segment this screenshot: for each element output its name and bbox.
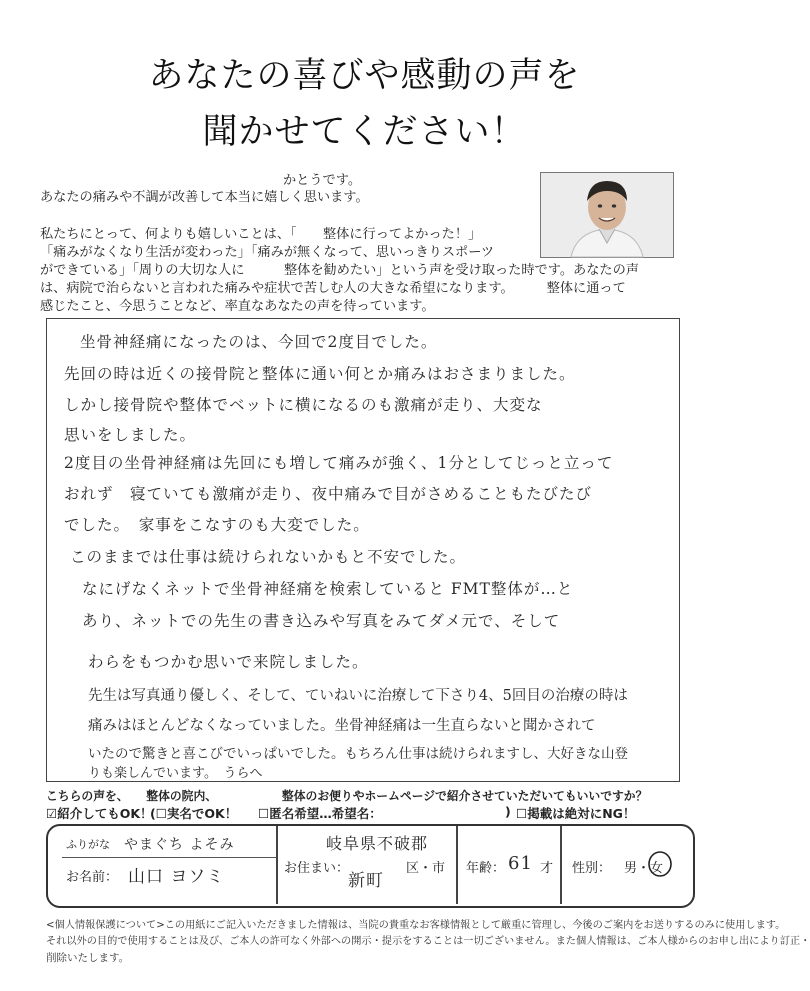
address-unit-label: 区・市 [406, 861, 446, 876]
testimony-line-7: でした。 家事をこなすのも大変でした。 [64, 516, 370, 534]
testimony-line-13: 痛みはほとんどなくなっていました。坐骨神経痛は一生直らないと聞かされて [88, 718, 596, 734]
address-town-value[interactable]: 新町 [348, 871, 384, 891]
gender-selected-circle-icon [647, 850, 673, 878]
testimony-line-8: このままでは仕事は続けられないかもと不安でした。 [70, 548, 467, 566]
divider-address-age [456, 826, 458, 904]
intro-line-3: 「痛みがなくなり生活が変わった」「痛みが無くなって、思いっきりスポーツ [40, 245, 495, 260]
intro-line-5: は、病院で治らないと言われた痛みや症状で苦しむ人の大きな希望になります。 整体に通って [40, 281, 626, 296]
testimony-line-9: なにげなくネットで坐骨神経痛を検索していると FMT整体が…と [82, 580, 574, 598]
testimony-line-14: いたので驚きと喜こびでいっぱいでした。もちろん仕事は続けられますし、大好きな山登 [88, 746, 628, 762]
consent-option-ok[interactable]: ☑紹介してもOK！ [46, 806, 153, 821]
intro-line-2: 私たちにとって、何よりも嬉しいことは、「 整体に行ってよかった！」 [40, 227, 482, 242]
testimony-line-1: 坐骨神経痛になったのは、今回で2度目でした。 [80, 333, 438, 351]
testimony-line-12: 先生は写真通り優しく、そして、ていねいに治療して下さり4、5回目の治療の時は [88, 688, 628, 704]
divider-name-address [276, 826, 278, 904]
testimony-line-15: りも楽しんでいます。 うらへ [88, 766, 263, 781]
name-value[interactable]: 山口 ヨソミ [128, 867, 225, 887]
intro-line-6: 感じたこと、今思うことなど、率直なあなたの声を待っています。 [40, 299, 435, 314]
privacy-notice-line-3: 削除いたします。 [46, 952, 130, 964]
testimony-line-11: わらをもつかむ思いで来院しました。 [88, 653, 369, 671]
testimony-line-10: あり、ネットでの先生の書き込みや写真をみてダメ元で、そして [82, 612, 561, 630]
address-label: お住まい： [284, 861, 350, 876]
furigana-value[interactable]: やまぐち よそみ [124, 837, 235, 853]
consent-option-anonymous[interactable]: ☐匿名希望…希望名： [258, 806, 382, 821]
staff-portrait-icon [541, 173, 673, 257]
age-value[interactable]: 61 [508, 853, 533, 874]
age-label: 年齢： [466, 861, 506, 876]
testimony-line-3: しかし接骨院や整体でベットに横になるのも激痛が走り、大変な [64, 396, 543, 414]
divider-age-gender [560, 826, 562, 904]
testimony-line-5: 2度目の坐骨神経痛は先回にも増して痛みが強く、1分としてじっと立って [64, 454, 614, 472]
page-title-line-2: 聞かせてください！ [202, 112, 527, 152]
testimony-line-6: おれず 寝ていても激痛が走り、夜中痛みで目がさめることもたびたび [64, 485, 593, 503]
consent-option-ng[interactable]: ☐掲載は絶対にNG！ [516, 806, 636, 821]
testimony-line-4: 思いをしました。 [64, 426, 197, 444]
furigana-divider [62, 857, 276, 858]
gender-label: 性別： [572, 861, 612, 876]
testimony-line-2: 先回の時は近くの接骨院と整体に通い何とか痛みはおさまりました。 [64, 365, 576, 383]
address-prefecture-value[interactable]: 岐阜県不破郡 [326, 834, 429, 853]
age-unit-label: 才 [540, 861, 554, 876]
consent-option-anonymous-close: ) [505, 804, 511, 819]
privacy-notice-line-2: それ以外の目的で使用することは及び、ご本人の許可なく外部への開示・提示をすることは一切ございません。また個人情報は、ご本人様からのお申し出により訂正・ [46, 936, 810, 947]
privacy-notice-line-1: <個人情報保護について>この用紙にご記入いただきました情報は、当院の貴重なお客様情報として厳重に管理し、今後のご案内をお送りするのみに使用します。 [46, 920, 786, 931]
staff-photo [540, 172, 674, 258]
intro-line-1: あなたの痛みや不調が改善して本当に嬉しく思います。 [40, 190, 369, 205]
furigana-label: ふりがな [66, 838, 110, 851]
consent-question: こちらの声を、 整体の院内、 整体のお便りやホームページで紹介させていただいてもいいですか？ [46, 789, 648, 803]
consent-option-realname[interactable]: (☐実名でOK！ [150, 806, 238, 821]
page-title-line-1: あなたの喜びや感動の声を [148, 56, 581, 96]
intro-greeting: かとうです。 [283, 173, 362, 188]
gender-options[interactable]: 男・女 [624, 861, 664, 876]
name-label: お名前： [66, 870, 119, 885]
intro-line-4: ができている」「周りの大切な人に 整体を勧めたい」という声を受け取った時です。あなたの声 [40, 263, 639, 278]
